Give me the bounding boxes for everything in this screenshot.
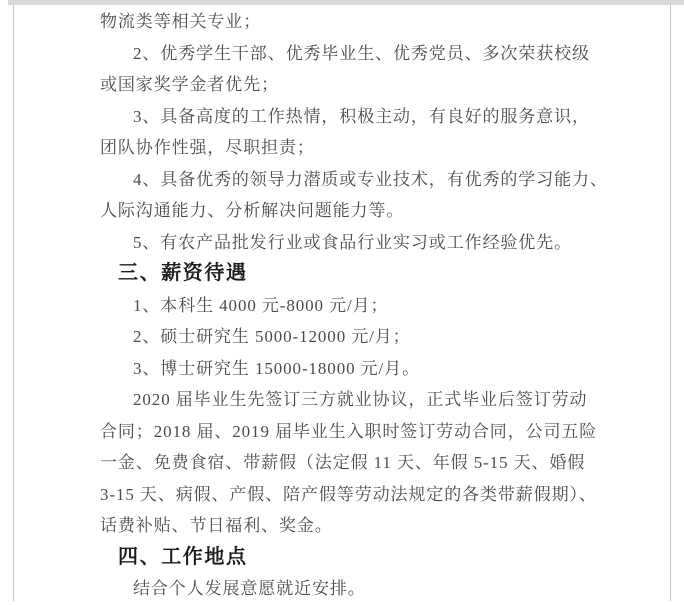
page-left-border — [13, 0, 14, 601]
text-line: 5、有农产品批发行业或食品行业实习或工作经验优先。 — [133, 232, 572, 252]
text-line: 4、具备优秀的领导力潜质或专业技术，有优秀的学习能力、 — [133, 169, 608, 189]
text-line: 物流类等相关专业； — [100, 12, 262, 31]
text-line: 2、优秀学生干部、优秀毕业生、优秀党员、多次荣获校级 — [133, 43, 590, 63]
text-line: 结合个人发展意愿就近安排。 — [133, 579, 366, 598]
document-text — [100, 6, 608, 605]
text-line: 合同；2018 届、2019 届毕业生入职时签订劳动合同，公司五险 — [100, 421, 598, 441]
section-heading: 四、工作地点 — [118, 545, 248, 568]
text-line: 1、本科生 4000 元-8000 元/月； — [133, 295, 389, 315]
text-line: 团队协作性强，尽职担责； — [100, 138, 315, 157]
section-heading: 三、薪资待遇 — [118, 262, 248, 284]
text-line: 人际沟通能力、分析解决问题能力等。 — [100, 201, 405, 220]
text-line: 3、博士研究生 15000-18000 元/月。 — [133, 358, 420, 378]
text-line: 2020 届毕业生先签订三方就业协议，正式毕业后签订劳动 — [133, 390, 588, 409]
page-right-border — [670, 0, 671, 601]
text-line: 3-15 天、病假、产假、陪产假等劳动法规定的各类带薪假期）、 — [100, 484, 597, 504]
text-line: 话费补贴、节日福利、奖金。 — [100, 516, 333, 535]
text-line: 或国家奖学金者优先； — [100, 75, 279, 94]
text-line: 3、具备高度的工作热情，积极主动，有良好的服务意识， — [133, 106, 590, 126]
text-line: 一金、免费食宿、带薪假（法定假 11 天、年假 5-15 天、婚假 — [100, 453, 586, 472]
text-line: 2、硕士研究生 5000-12000 元/月； — [133, 327, 411, 346]
page-top-edge — [8, 0, 684, 5]
